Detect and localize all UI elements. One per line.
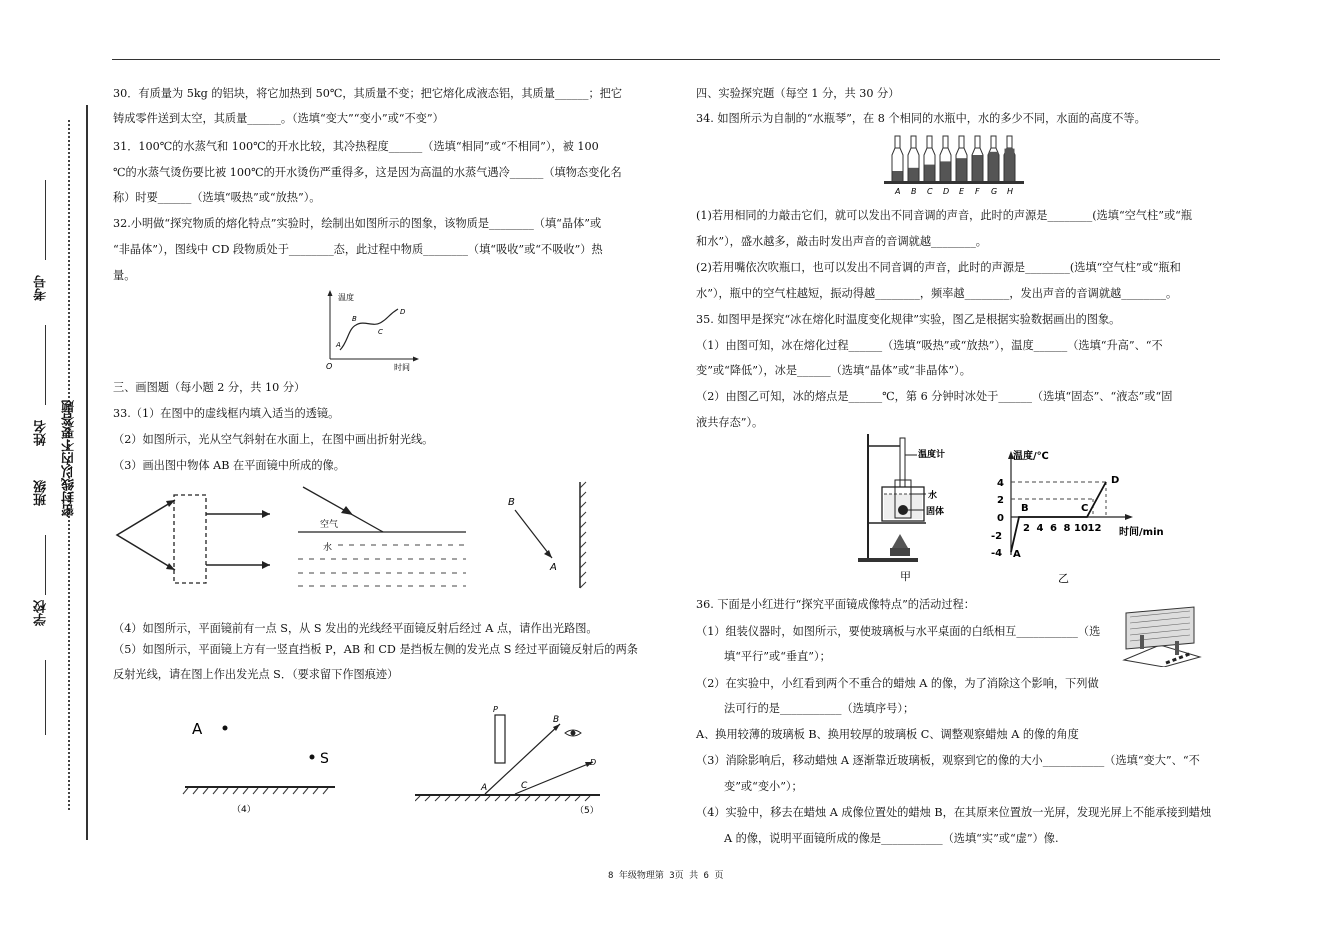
label-water: 水 — [928, 491, 938, 501]
q36-2-line2: 法可行的是___________（选填序号）； — [724, 702, 915, 715]
graph-ytick: 0 — [997, 513, 1004, 524]
label-c: C — [378, 328, 383, 336]
board-p — [495, 715, 505, 763]
x-arrow — [413, 357, 419, 362]
graph-xtick: 12 — [1087, 523, 1102, 534]
q33-2: （2）如图所示，光从空气斜射在水面上，在图中画出折射光线。 — [113, 433, 434, 446]
label-thermometer: 温度计 — [918, 450, 946, 460]
q36: 36. 下面是小红进行“探究平面镜成像特点”的活动过程： — [696, 598, 975, 611]
burner-flame — [892, 534, 908, 548]
q33-4: （4）如图所示，平面镜前有一点 S，从 S 发出的光线经平面镜反射后经过 A 点，请作出光路图。 — [113, 622, 598, 635]
label-b: B — [553, 715, 560, 725]
q35: 35. 如图甲是探究“冰在熔化时温度变化规律”实验，图乙是根据实验数据画出的图象。 — [696, 313, 1121, 326]
graph-point-c: C — [1081, 503, 1089, 514]
bottle-label-e: E — [959, 187, 965, 196]
graph-point-d: D — [1111, 475, 1120, 486]
point-s — [310, 755, 315, 760]
ice-melting-graph — [983, 445, 1168, 585]
graph-xtick: 2 — [1023, 523, 1030, 534]
graph-ytick: 2 — [997, 495, 1004, 506]
plane-mirror-experiment-figure — [1120, 605, 1202, 667]
bottle-label-c: C — [927, 187, 933, 196]
bottle-d — [940, 136, 951, 181]
mirror-ab-figure — [500, 480, 595, 592]
graph-ytick: 4 — [997, 478, 1004, 489]
label-o: O — [326, 362, 333, 371]
apparatus-figure — [850, 430, 960, 585]
q34-2-line1: (2)若用嘴依次吹瓶口，也可以发出不同音调的声音，此时的声源是________(选填“空气柱”或“瓶和 — [696, 261, 1181, 274]
stand-base — [858, 558, 918, 562]
q36-1-line1: （1）组装仪器时，如图所示，要使玻璃板与水平桌面的白纸相互___________（选 — [696, 625, 1101, 638]
graph-point-a: A — [1013, 549, 1021, 560]
q31-line1: 31．100℃的水蒸气和 100℃的开水比较，其冷热程度______（选填“相同”或“不相同”），被 100 — [113, 140, 599, 153]
label-p: P — [493, 705, 498, 714]
q32-line2: “非晶体”），图线中 CD 段物质处于________态，此过程中物质________（填“吸收”或“不吸收”）热 — [113, 243, 603, 256]
margin-class: 班级 — [34, 480, 49, 506]
bottle-label-b: B — [911, 187, 917, 196]
object-ab — [515, 510, 552, 558]
examno-line — [45, 180, 46, 260]
q33-3: （3）画出图中物体 AB 在平面镜中所成的像。 — [113, 459, 345, 472]
water-bottle-figure — [880, 133, 1030, 199]
bottle-c — [924, 136, 935, 181]
point-a — [223, 726, 228, 731]
label-a: A — [550, 562, 557, 573]
q32-line1: 32.小明做“探究物质的熔化特点”实验时，绘制出如图所示的图象，该物质是________（填“晶体”或 — [113, 217, 602, 230]
label-water: 水 — [323, 543, 333, 553]
bottle-label-d: D — [943, 187, 950, 196]
melting-curve-figure — [318, 287, 428, 375]
q34-2-line2: 水”），瓶中的空气柱越短，振动得越________，频率越________，发出声音的音调就越________。 — [696, 287, 1178, 300]
label-a: A — [336, 341, 341, 349]
q32-line3: 量。 — [113, 269, 136, 282]
school-line — [45, 660, 46, 735]
label-x: 时间 — [394, 363, 410, 372]
graph-xtick: 8 — [1063, 523, 1071, 534]
seal-warning: 密封线以内不要答题 — [62, 400, 77, 517]
binding-line — [86, 105, 88, 840]
q36-1-line2: 填“平行”或“垂直”）； — [724, 650, 831, 663]
section3-title: 三、画图题（每小题 2 分，共 10 分） — [113, 381, 306, 394]
label-solid: 固体 — [926, 507, 945, 517]
bottle-label-g: G — [991, 187, 998, 196]
candle-b — [1175, 641, 1179, 655]
q30-line2: 铸成零件送到太空，其质量______。（选填“变大”“变小”或“不变”） — [113, 112, 444, 125]
section4-title: 四、实验探究题（每空 1 分，共 30 分） — [696, 87, 900, 100]
label-y: 温度 — [338, 293, 354, 302]
label-a: A — [481, 783, 488, 793]
curve — [340, 309, 398, 350]
graph-ytick: -4 — [991, 548, 1003, 559]
glass-plate — [1126, 607, 1194, 649]
graph-ylabel: 温度/℃ — [1013, 451, 1049, 462]
graph-xtick: 10 — [1074, 523, 1088, 534]
q35-1-line1: （1）由图可知，冰在熔化过程______（选填“吸热”或“放热”），温度______（选填“升高”、“不 — [696, 339, 1163, 352]
q36-3-line2: 变”或“变小”）； — [724, 780, 803, 793]
q35-2-line2: 液共存态”）。 — [696, 416, 764, 429]
class-line — [45, 535, 46, 595]
q34: 34. 如图所示为自制的“水瓶琴”，在 8 个相同的水瓶中，水的多少不同，水面的高度不等。 — [696, 112, 1146, 125]
label-b: B — [352, 315, 357, 323]
bottle-h — [1004, 136, 1015, 181]
q33-5-line2: 反射光线，请在图上作出发光点 S．（要求留下作图痕迹） — [113, 668, 399, 681]
q35-1-line2: 变”或“降低”），冰是______（选填“晶体”或“非晶体”）。 — [696, 364, 971, 377]
top-rule — [112, 59, 1220, 60]
q36-options: A、换用较薄的玻璃板 B、换用较厚的玻璃板 C、调整观察蜡烛 A 的像的角度 — [696, 728, 1079, 741]
q31-line3: 称）时要______（选填“吸热”或“放热”）。 — [113, 191, 321, 204]
label-d: D — [590, 758, 597, 767]
bottle-e — [956, 136, 967, 181]
q33-5-line1: （5）如图所示，平面镜上方有一竖直挡板 P，AB 和 CD 是挡板左侧的发光点 S 经过平面镜反射后的两条 — [113, 643, 638, 656]
q34-1-line1: (1)若用相同的力敲击它们，就可以发出不同音调的声音，此时的声源是________(选填“空气柱”或“瓶 — [696, 209, 1193, 222]
y-arrow — [328, 290, 333, 296]
name-line — [45, 325, 46, 405]
burner — [890, 548, 910, 556]
fig4-mirror-s-a — [180, 712, 340, 822]
graph-xtick: 6 — [1050, 523, 1057, 534]
fig5-caption: （5） — [575, 806, 599, 816]
q31-line2: ℃的水蒸气烫伤要比被 100℃的开水烫伤严重得多，这是因为高温的水蒸气遇冷______（填物态变化名 — [113, 166, 622, 179]
fig5-mirror-p — [415, 700, 605, 820]
label-air: 空气 — [320, 520, 339, 530]
bottle-f — [972, 136, 983, 181]
q33-1: 33.（1）在图中的虚线框内填入适当的透镜。 — [113, 407, 340, 420]
q36-4-line1: （4）实验中，移去在蜡烛 A 成像位置处的蜡烛 B，在其原来位置放一光屏，发现光屏上不能承接到蜡烛 — [696, 806, 1212, 819]
margin-name: 姓名 — [34, 420, 49, 446]
page-footer: 8 年级物理第 3页 共 6 页 — [608, 871, 724, 881]
label-c: C — [521, 781, 528, 791]
point-s-label: S — [320, 751, 329, 767]
q35-2-line1: （2）由图乙可知，冰的熔点是______℃，第 6 分钟时冰处于______（选填“固态”、“液态”或“固 — [696, 390, 1173, 403]
bottle-g — [988, 136, 999, 181]
shelf — [884, 181, 1024, 184]
q34-1-line2: 和水”），盛水越多，敲击时发出声音的音调就越________。 — [696, 235, 987, 248]
label-d: D — [400, 308, 406, 316]
label-jia: 甲 — [900, 570, 911, 583]
q36-2-line1: （2）在实验中，小红看到两个不重合的蜡烛 A 的像，为了消除这个影响，下列做 — [696, 677, 1099, 690]
incident-rays — [117, 500, 175, 570]
fig4-caption: （4） — [232, 805, 256, 815]
q36-4-line2: A 的像，说明平面镜所成的像是___________（选填“实”或“虚”）像. — [724, 832, 1059, 845]
graph-xlabel: 时间/min — [1119, 527, 1164, 538]
bottle-b — [908, 136, 919, 181]
point-a-label: A — [192, 720, 203, 738]
lens-dashed-box — [174, 495, 206, 583]
graph-xtick: 4 — [1036, 523, 1044, 534]
graph-ytick: -2 — [991, 531, 1003, 542]
q36-3-line1: （3）消除影响后，移动蜡烛 A 逐渐靠近玻璃板，观察到它的像的大小___________（选填“变大”、“不 — [696, 754, 1200, 767]
label-yi: 乙 — [1058, 572, 1069, 585]
graph-point-b: B — [1021, 503, 1029, 514]
bottle-label-f: F — [975, 187, 980, 196]
refraction-figure — [298, 485, 468, 590]
bottle-label-a: A — [895, 187, 901, 196]
lens-figure — [112, 490, 277, 590]
q30-line1: 30．有质量为 5kg 的铝块，将它加热到 50℃，其质量不变；把它熔化成液态铝，其质量______；把它 — [113, 87, 623, 100]
bottle-label-h: H — [1007, 187, 1014, 196]
label-b: B — [508, 497, 515, 508]
margin-examno: 考号 — [34, 275, 49, 301]
margin-school: 学校 — [34, 600, 49, 626]
bottle-a — [892, 136, 903, 181]
candle-a — [1140, 635, 1144, 649]
incident-ray — [303, 487, 383, 532]
